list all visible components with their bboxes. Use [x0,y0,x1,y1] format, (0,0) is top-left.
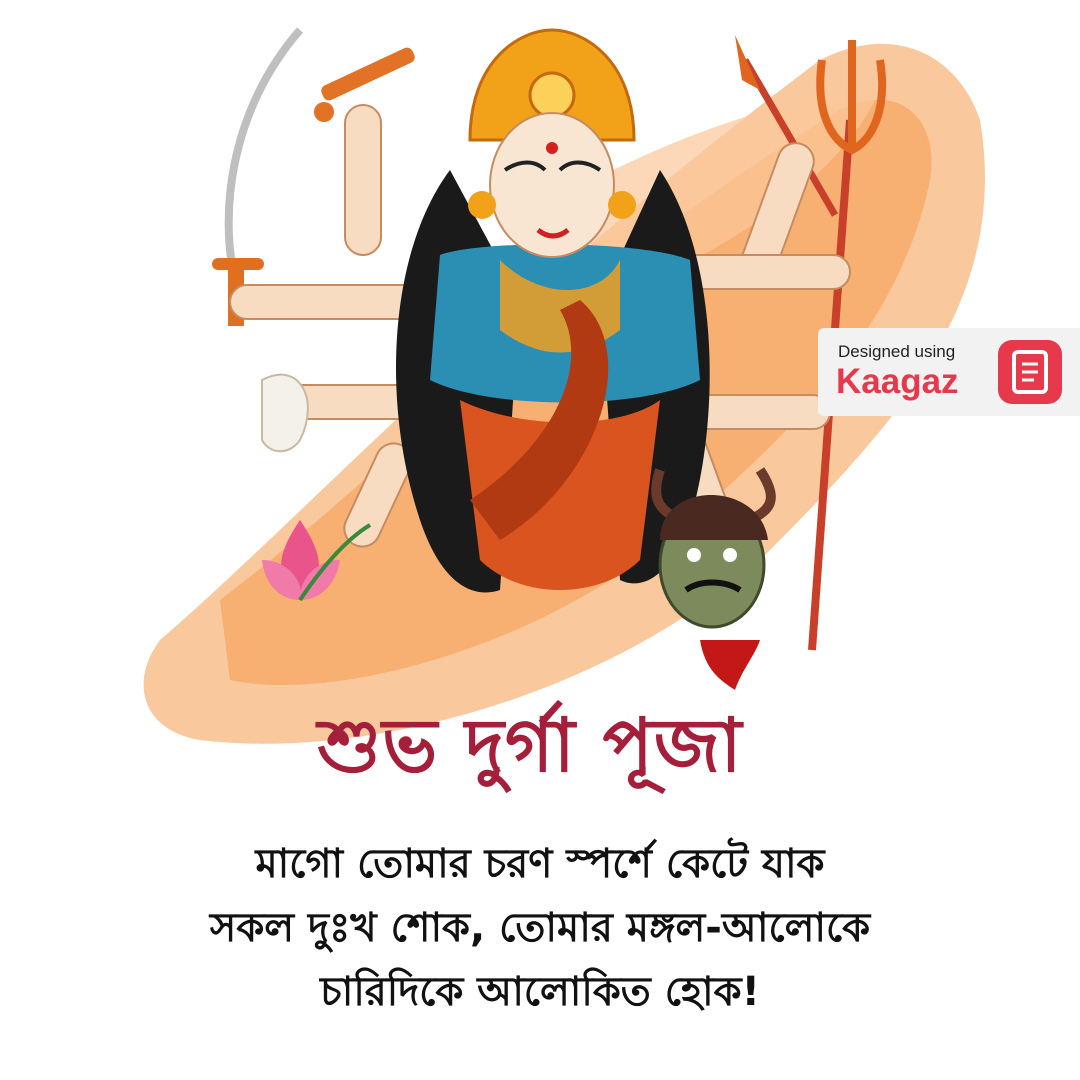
message-line-3: চারিদিকে আলোকিত হোক! [320,969,760,1015]
watermark-brand: Kaagaz [836,362,959,401]
message-line-2: সকল দুঃখ শোক, তোমার মঙ্গল-আলোকে [209,905,871,951]
kaagaz-watermark-badge[interactable] [818,328,1080,416]
message-line-1: মাগো তোমার চরণ স্পর্শে কেটে যাক [255,841,825,887]
conch-shell-icon [262,375,308,452]
watermark-prefix: Designed using [838,342,956,361]
document-icon [998,340,1062,404]
sword-icon [212,30,300,326]
greeting-title: শুভ দুর্গা পূজা [317,703,743,789]
